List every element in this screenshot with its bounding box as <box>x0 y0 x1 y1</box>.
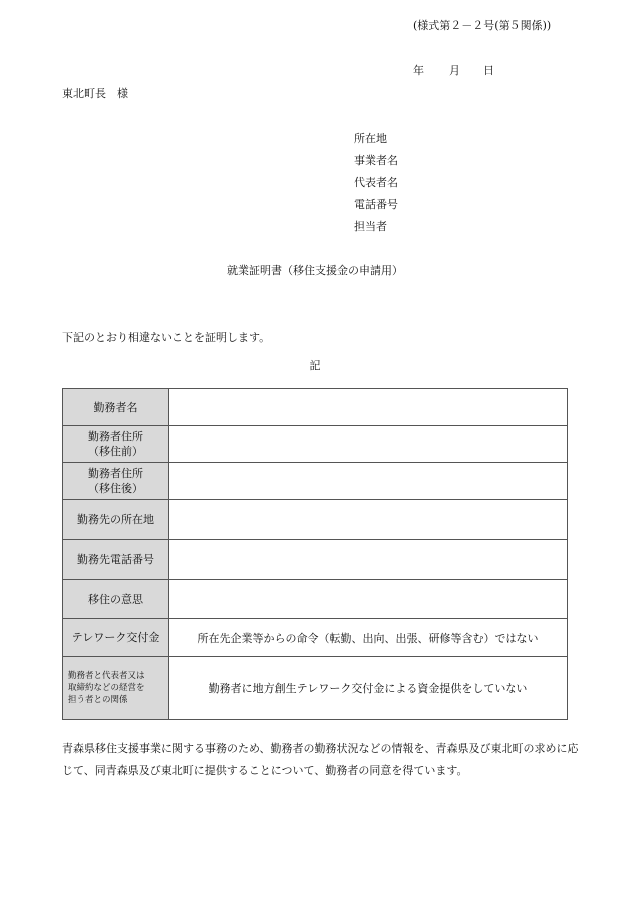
row-label: 移住の意思 <box>63 580 169 619</box>
row-label: 勤務先電話番号 <box>63 540 169 580</box>
applicant-fields <box>354 128 398 238</box>
info-table <box>62 388 568 720</box>
row-label: 勤務者名 <box>63 389 169 426</box>
applicant-field-company: 事業者名 <box>354 154 398 167</box>
table-row <box>63 389 568 426</box>
ki-heading: 記 <box>309 359 321 372</box>
form-number: (様式第２－２号(第５関係)) <box>413 19 552 32</box>
row-label: 勤務者住所 （移住前） <box>63 426 169 463</box>
table-row <box>63 580 568 619</box>
row-value[interactable] <box>169 426 568 463</box>
applicant-field-phone: 電話番号 <box>354 198 398 211</box>
table-row <box>63 619 568 657</box>
date-year-label: 年 <box>413 64 424 77</box>
date-month-label: 月 <box>449 64 460 77</box>
table-row <box>63 500 568 540</box>
date-day-label: 日 <box>483 64 494 77</box>
row-value[interactable] <box>169 580 568 619</box>
intro-text: 下記のとおり相違ないことを証明します。 <box>62 331 271 344</box>
row-label: 勤務者住所 （移住後） <box>63 463 169 500</box>
addressee: 東北町長 様 <box>62 87 128 100</box>
table-row <box>63 657 568 720</box>
table-row <box>63 540 568 580</box>
row-value[interactable] <box>169 389 568 426</box>
consent-note: 青森県移住支援事業に関する事務のため、勤務者の勤務状況などの情報を、青森県及び東北町の求めに応じて、同青森県及び東北町に提供することについて、勤務者の同意を得ています。 <box>62 742 579 777</box>
table-row <box>63 463 568 500</box>
row-value: 勤務者に地方創生テレワーク交付金による資金提供をしていない <box>169 657 568 720</box>
document-title: 就業証明書（移住支援金の申請用） <box>227 264 403 277</box>
row-value[interactable] <box>169 540 568 580</box>
table-row <box>63 426 568 463</box>
row-label: 勤務先の所在地 <box>63 500 169 540</box>
applicant-field-contact: 担当者 <box>354 220 387 233</box>
row-label: 勤務者と代表者又は 取締約などの経営を 担う者との関係 <box>63 657 169 720</box>
applicant-field-representative: 代表者名 <box>354 176 398 189</box>
row-label: テレワーク交付金 <box>63 619 169 657</box>
date-line <box>413 62 494 78</box>
applicant-field-address: 所在地 <box>354 132 387 145</box>
row-value: 所在先企業等からの命令（転勤、出向、出張、研修等含む）ではない <box>169 619 568 657</box>
row-value[interactable] <box>169 500 568 540</box>
row-value[interactable] <box>169 463 568 500</box>
